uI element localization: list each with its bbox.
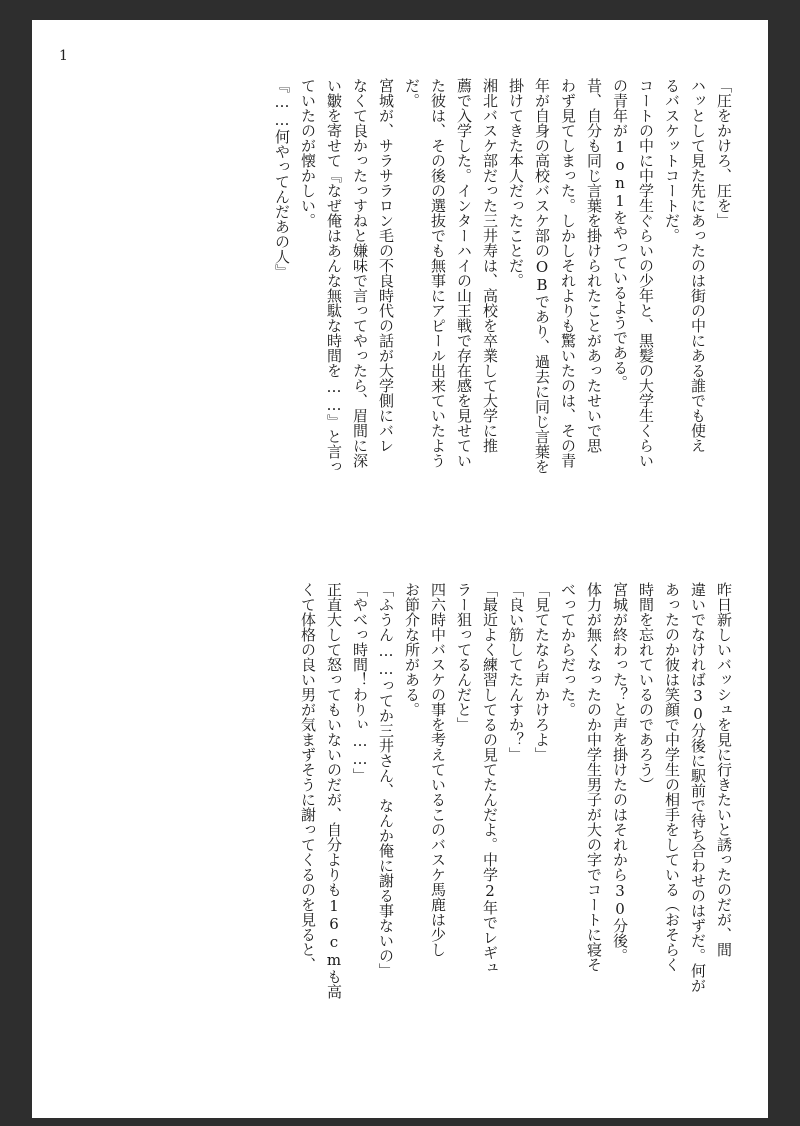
text-line: 正直大して怒ってもいないのだが、自分よりも16cmも高 [325,582,343,999]
text-line: 「良い筋してたんすか？」 [507,582,525,762]
page-number: 1 [59,48,68,64]
text-line: 「圧をかけろ、圧を」 [715,78,733,228]
text-line: べってからだった。 [559,582,577,717]
text-line: 「最近よく練習してるの見てたんだよ。中学2年でレギュ [481,582,499,975]
text-line: ハッとして見た先にあったのは街の中にある誰でも使え [689,78,707,453]
text-line: い皺を寄せて『なぜ俺はあんな無駄な時間を……』と言っ [325,78,343,474]
text-line: 年が自身の高校バスケ部のOBであり、過去に同じ言葉を [533,78,551,474]
text-line: 昨日新しいバッシュを見に行きたいと誘ったのだが、間 [715,582,733,957]
document-page [32,20,768,1118]
text-line: 四六時中バスケの事を考えているこのバスケ馬鹿は少し [429,582,447,957]
text-line: 『……何やってんだあの人』 [273,78,291,279]
text-line: 薦で入学した。インターハイの山王戦で存在感を見せてい [455,78,473,468]
text-line: お節介な所がある。 [403,582,421,717]
text-line: 「見てたなら声かけろよ」 [533,582,551,762]
text-line: ラー狙ってるんだと」 [455,582,473,732]
text-line: コートの中に中学生ぐらいの少年と、黒髪の大学生くらい [637,78,655,468]
text-line: 宮城が終わった？と声を掛けたのはそれから30分後。 [611,582,629,963]
text-line: 昔、自分も同じ言葉を掛けられたことがあったせいで思 [585,78,603,453]
text-line: わず見てしまった。しかしそれよりも驚いたのは、その青 [559,78,577,468]
text-line: あったのか彼は笑顔で中学生の相手をしている（おそらく [663,582,681,972]
text-line: 違いでなければ30分後に駅前で待ち合わせのはずだ。何が [689,582,707,993]
text-line: ていたのが懐かしい。 [299,78,317,228]
text-line: の青年が1on1をやっているようである。 [611,78,629,390]
text-line: るバスケットコートだ。 [663,78,681,243]
text-line: 時間を忘れているのであろう） [637,582,655,792]
text-line: なくて良かったっすねと嫌味で言ってやったら、眉間に深 [351,78,369,468]
text-line: 「やべっ時間！わりぃ……」 [351,582,369,783]
text-line: だ。 [403,78,421,108]
text-line: 宮城が、サラサラロン毛の不良時代の話が大学側にバレ [377,78,395,453]
text-line: 湘北バスケ部だった三井寿は、高校を卒業して大学に推 [481,78,499,453]
text-line: 体力が無くなったのか中学生男子が大の字でコートに寝そ [585,582,603,972]
text-line: 掛けてきた本人だったことだ。 [507,78,525,288]
text-line: 「ふうん……ってか三井さん、なんか俺に謝る事ないの」 [377,582,395,978]
text-line: くて体格の良い男が気まずそうに謝ってくるのを見ると、 [299,582,317,972]
text-block-top [57,78,737,538]
text-block-bottom [57,582,737,1042]
text-line: た彼は、その後の選抜でも無事にアピール出来ていたよう [429,78,447,468]
